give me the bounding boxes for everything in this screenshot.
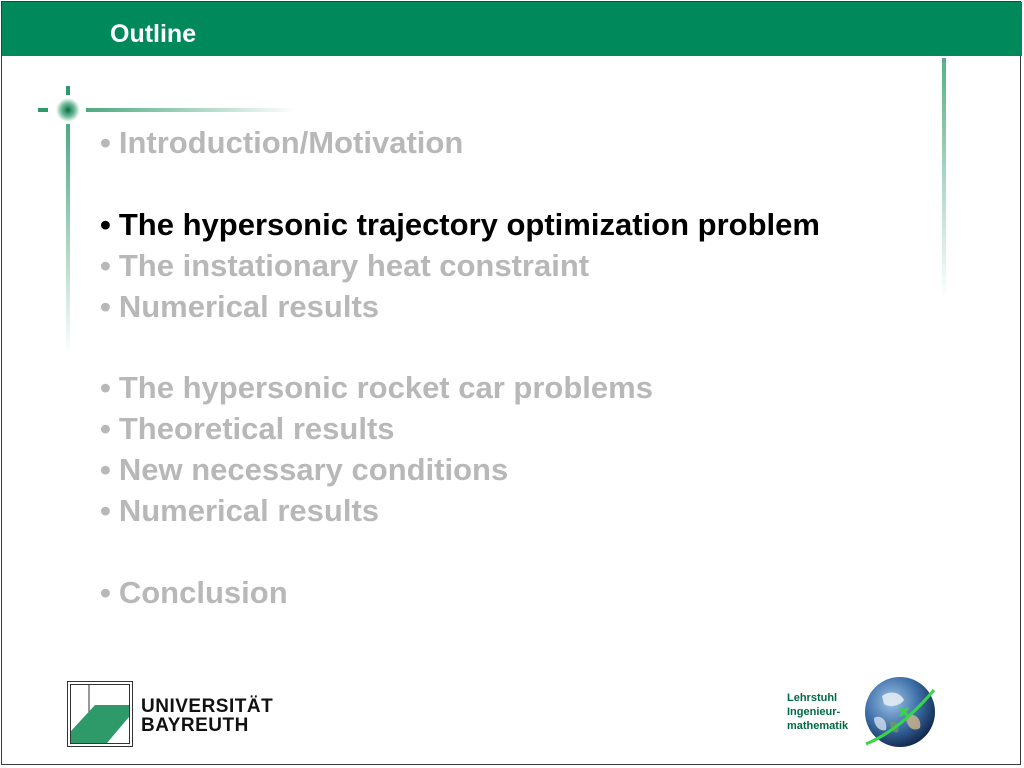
bullet-icon: • bbox=[100, 411, 111, 446]
bullet-icon: • bbox=[100, 452, 111, 487]
outline-item-rocket-car: • The hypersonic rocket car problems bbox=[100, 370, 653, 405]
university-logo-icon bbox=[67, 681, 133, 747]
bullet-icon: • bbox=[100, 125, 111, 160]
outline-item-introduction: • Introduction/Motivation bbox=[100, 125, 464, 160]
bullet-icon: • bbox=[100, 493, 111, 528]
outline-item-conclusion: • Conclusion bbox=[100, 575, 288, 610]
cross-tick-left bbox=[38, 108, 48, 112]
cross-tick-top bbox=[66, 86, 70, 95]
bullet-icon: • bbox=[100, 370, 111, 405]
bullet-icon: • bbox=[100, 248, 111, 283]
vertical-deco-line-left bbox=[66, 124, 70, 354]
bullet-icon: • bbox=[100, 289, 111, 324]
outline-item-numerical-results-2: • Numerical results bbox=[100, 493, 380, 528]
cross-center-dot bbox=[56, 98, 80, 122]
vertical-deco-line-right bbox=[942, 58, 946, 298]
slide-title: Outline bbox=[110, 20, 197, 48]
horizontal-deco-line bbox=[86, 108, 296, 112]
bullet-icon: • bbox=[100, 575, 111, 610]
outline-item-necessary-conditions: • New necessary conditions bbox=[100, 452, 509, 487]
outline-item-heat-constraint: • The instationary heat constraint bbox=[100, 248, 590, 283]
bullet-icon: • bbox=[100, 207, 111, 242]
outline-item-theoretical-results: • Theoretical results bbox=[100, 411, 395, 446]
outline-item-trajectory-problem: • The hypersonic trajectory optimization problem bbox=[100, 207, 820, 242]
globe-logo-icon bbox=[860, 672, 940, 752]
chair-name: Lehrstuhl Ingenieur- mathematik bbox=[787, 692, 849, 732]
outline-item-numerical-results-1: • Numerical results bbox=[100, 289, 380, 324]
university-name: UNIVERSITÄT BAYREUTH bbox=[141, 696, 274, 736]
